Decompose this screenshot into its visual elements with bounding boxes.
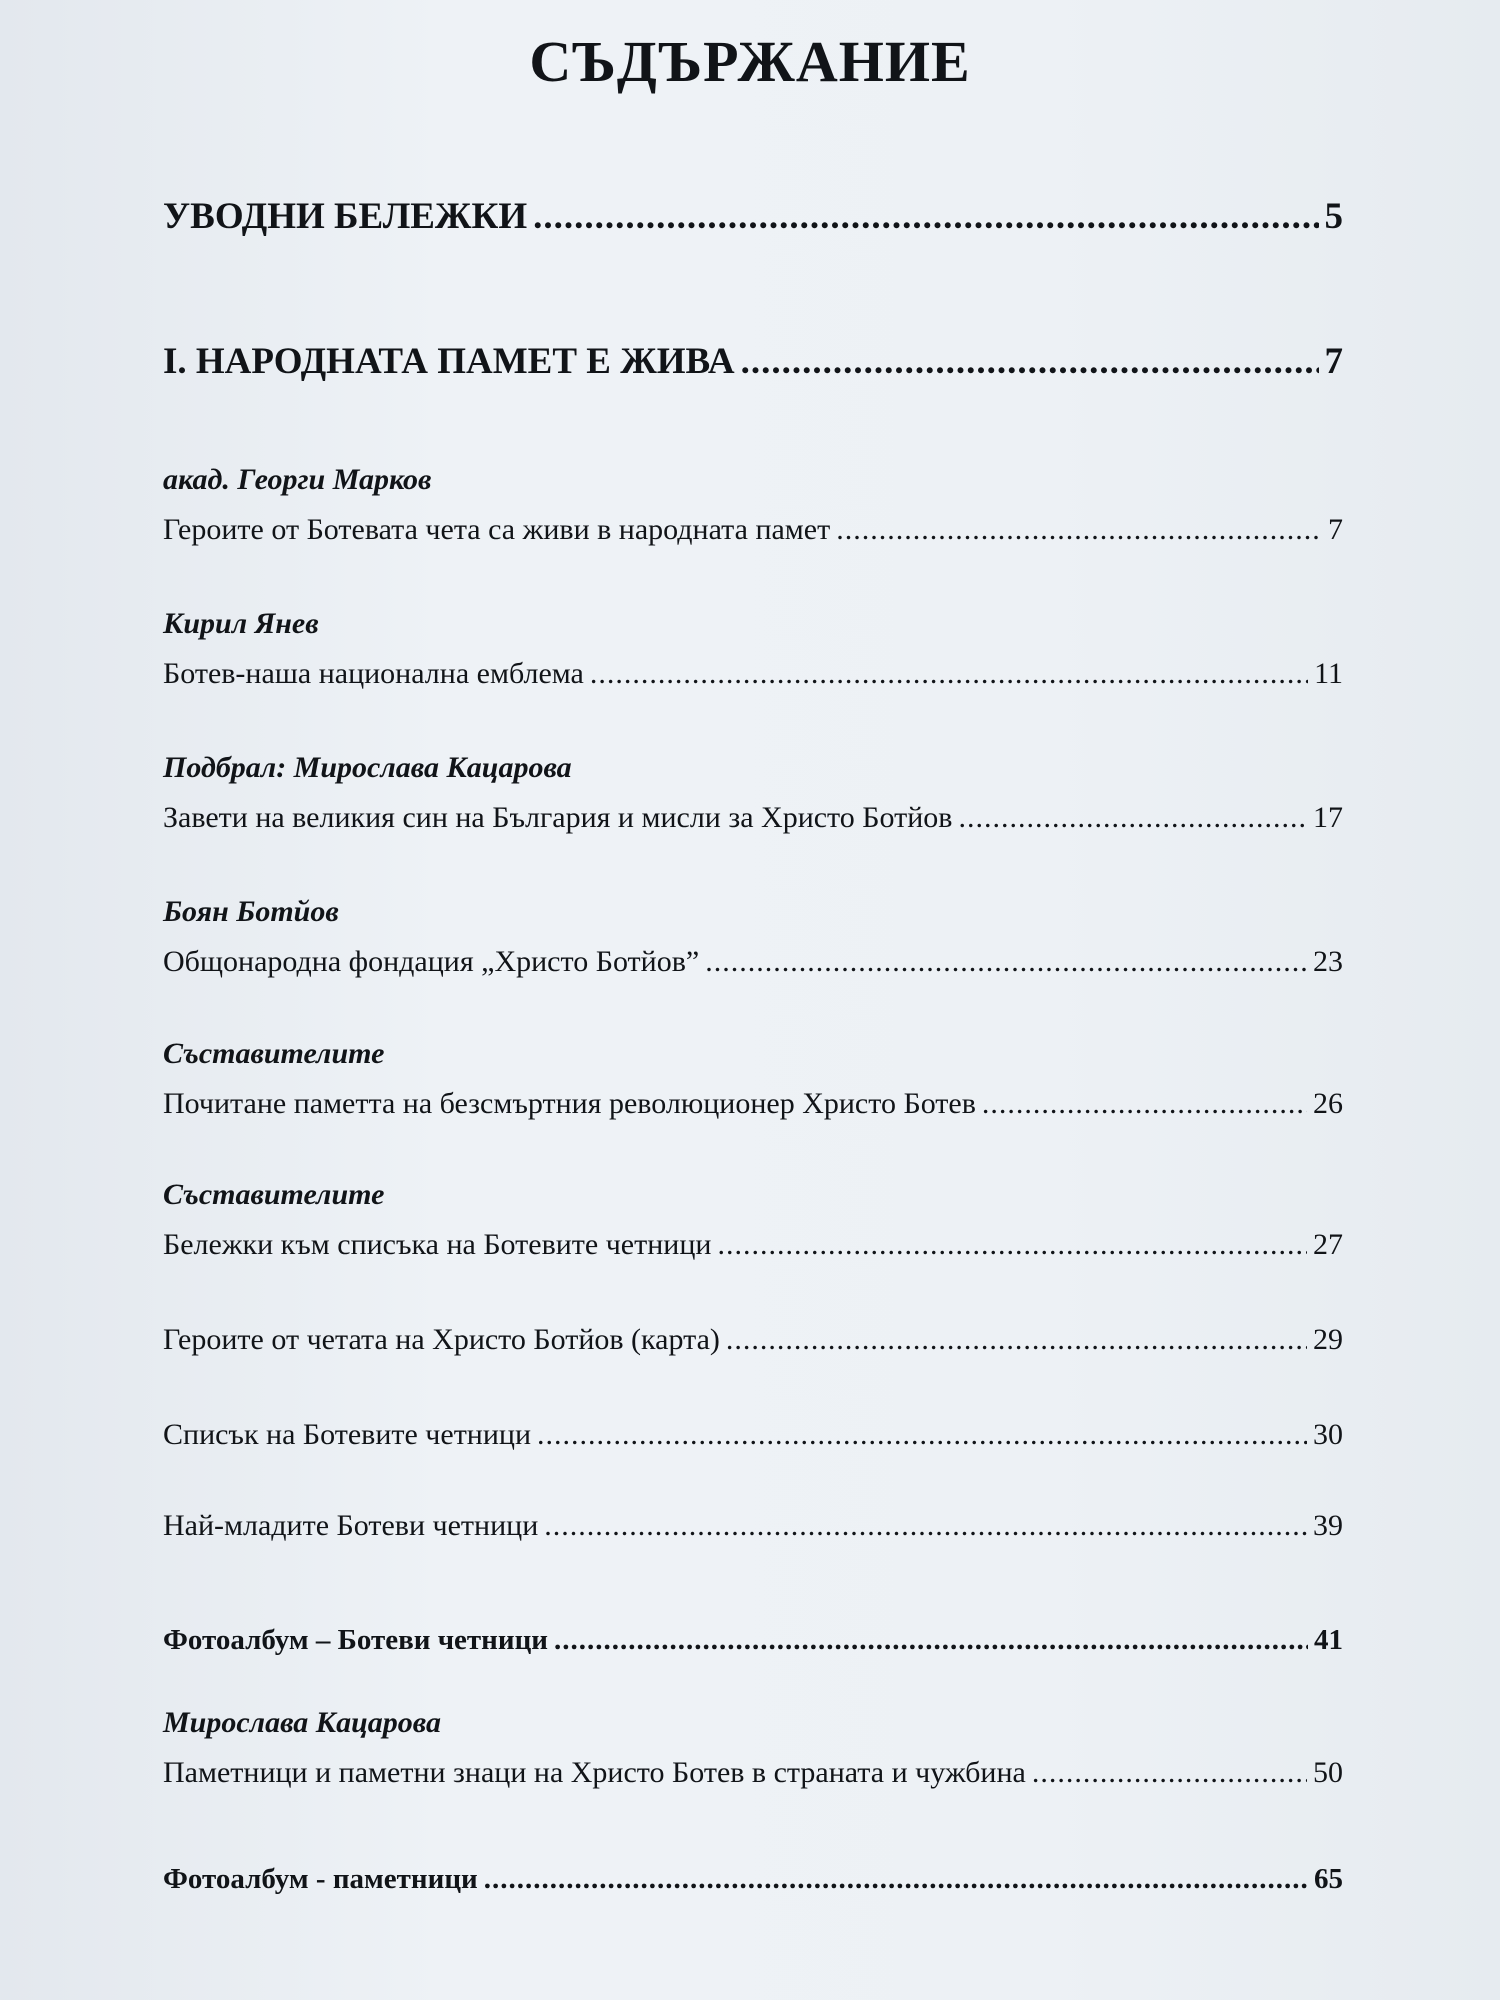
toc-entry[interactable] [163, 1228, 1343, 1262]
toc-entry[interactable] [163, 801, 1343, 835]
page-number: 30 [1313, 1418, 1343, 1451]
page-number: 23 [1313, 945, 1343, 978]
toc-entry[interactable] [163, 1863, 1343, 1896]
toc-entry[interactable] [163, 945, 1343, 979]
page-number: 29 [1313, 1323, 1343, 1356]
toc-entry[interactable] [163, 657, 1343, 691]
entry-title: Ботев-наша национална емблема [163, 657, 584, 690]
entry-author: Кирил Янев [163, 607, 319, 640]
toc-entry[interactable] [163, 1509, 1343, 1543]
entry-title: Фотоалбум - паметници [163, 1863, 478, 1895]
dot-leader [741, 340, 1319, 383]
entry-title: Бележки към списъка на Ботевите четници [163, 1228, 712, 1261]
page-number: 17 [1313, 801, 1343, 834]
page-title: СЪДЪРЖАНИЕ [529, 29, 971, 94]
dot-leader [544, 1509, 1307, 1543]
entry-author: Съставителите [163, 1178, 385, 1211]
dot-leader [717, 1228, 1307, 1262]
entry-author: Боян Ботйов [163, 895, 339, 928]
page-number: 41 [1314, 1624, 1343, 1656]
toc-entry[interactable] [163, 513, 1343, 547]
entry-author: акад. Георги Марков [163, 463, 432, 496]
page-number: 50 [1313, 1756, 1343, 1789]
entry-title: Героите от Ботевата чета са живи в народната памет [163, 513, 831, 546]
page-number: 7 [1324, 341, 1343, 382]
page-number: 7 [1328, 513, 1343, 546]
dot-leader [982, 1087, 1307, 1121]
entry-title: Най-младите Ботеви четници [163, 1509, 539, 1542]
entry-title: Почитане паметта на безсмъртния революционер Христо Ботев [163, 1087, 976, 1120]
entry-author: Подбрал: Мирослава Кацарова [163, 751, 572, 784]
dot-leader [958, 801, 1307, 835]
toc-section[interactable] [163, 340, 1343, 383]
dot-leader [1032, 1756, 1307, 1790]
toc-entry[interactable] [163, 1418, 1343, 1452]
toc-entry[interactable] [163, 1087, 1343, 1121]
entry-title: Списък на Ботевите четници [163, 1418, 532, 1451]
entry-title: Паметници и паметни знаци на Христо Ботев в страната и чужбина [163, 1756, 1026, 1789]
page-number: 27 [1313, 1228, 1343, 1261]
dot-leader [554, 1624, 1308, 1657]
entry-title: Завети на великия син на България и мисли за Христо Ботйов [163, 801, 953, 834]
dot-leader [590, 657, 1308, 691]
toc-section[interactable] [163, 195, 1343, 238]
dot-leader [484, 1863, 1308, 1896]
toc-entry[interactable] [163, 1323, 1343, 1357]
entry-author: Съставителите [163, 1037, 385, 1070]
entry-title: Общонародна фондация „Христо Ботйов” [163, 945, 700, 978]
dot-leader [533, 195, 1318, 238]
page-number: 26 [1313, 1087, 1343, 1120]
page-number: 11 [1314, 657, 1343, 690]
toc-entry[interactable] [163, 1756, 1343, 1790]
page-number: 39 [1313, 1509, 1343, 1542]
dot-leader [705, 945, 1307, 979]
section-title: I. НАРОДНАТА ПАМЕТ Е ЖИВА [163, 341, 735, 382]
entry-title: Фотоалбум – Ботеви четници [163, 1624, 549, 1656]
toc-entry[interactable] [163, 1624, 1343, 1657]
dot-leader [726, 1323, 1307, 1357]
dot-leader [537, 1418, 1307, 1452]
section-title: УВОДНИ БЕЛЕЖКИ [163, 196, 528, 237]
entry-title: Героите от четата на Христо Ботйов (карта) [163, 1323, 720, 1356]
entry-author: Мирослава Кацарова [163, 1706, 441, 1739]
page-number: 5 [1324, 196, 1343, 237]
dot-leader [836, 513, 1322, 547]
page-number: 65 [1314, 1863, 1343, 1895]
